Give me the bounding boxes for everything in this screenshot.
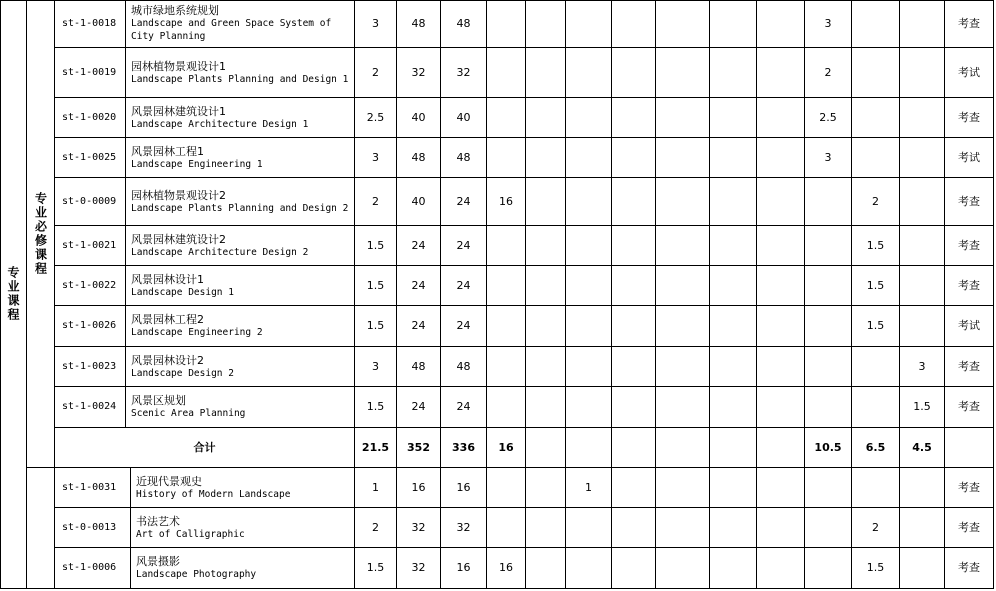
semester-cell bbox=[710, 306, 757, 347]
subtotal-label: 合计 bbox=[55, 428, 355, 468]
lecture-hours-cell: 24 bbox=[441, 387, 487, 428]
course-name bbox=[126, 266, 355, 306]
assessment-cell: 考查 bbox=[945, 347, 994, 387]
course-name-en: History of Modern Landscape bbox=[136, 488, 291, 500]
course-code: st-1-0026 bbox=[55, 306, 126, 347]
semester-cell bbox=[566, 48, 612, 98]
credit-cell: 1.5 bbox=[355, 548, 397, 589]
course-name-en: Landscape Engineering 1 bbox=[131, 158, 263, 170]
credit-cell: 2 bbox=[355, 178, 397, 226]
semester-cell bbox=[710, 266, 757, 306]
group-label-required: 专业必修课程 bbox=[27, 0, 55, 468]
semester-cell: 1.5 bbox=[852, 306, 900, 347]
semester-cell: 1.5 bbox=[900, 387, 945, 428]
semester-cell bbox=[566, 98, 612, 138]
lecture-hours-cell: 40 bbox=[441, 98, 487, 138]
course-name bbox=[126, 306, 355, 347]
semester-cell: 1.5 bbox=[852, 226, 900, 266]
semester-cell bbox=[710, 0, 757, 48]
semester-cell bbox=[757, 0, 805, 48]
subtotal-total-hours: 352 bbox=[397, 428, 441, 468]
semester-cell bbox=[612, 266, 656, 306]
semester-cell: 2 bbox=[852, 178, 900, 226]
total-hours-cell: 40 bbox=[397, 178, 441, 226]
semester-cell bbox=[710, 508, 757, 548]
semester-cell bbox=[900, 226, 945, 266]
lecture-hours-cell: 24 bbox=[441, 226, 487, 266]
assessment-cell: 考查 bbox=[945, 266, 994, 306]
assessment-cell: 考试 bbox=[945, 48, 994, 98]
total-hours-cell: 32 bbox=[397, 548, 441, 589]
total-hours-cell: 40 bbox=[397, 98, 441, 138]
practice-hours-cell bbox=[487, 347, 526, 387]
semester-cell bbox=[656, 98, 710, 138]
semester-cell: 2 bbox=[852, 508, 900, 548]
subtotal-semester-cell bbox=[566, 428, 612, 468]
course-name-cn: 风景园林工程1 bbox=[131, 144, 204, 158]
lecture-hours-cell: 32 bbox=[441, 508, 487, 548]
course-name bbox=[126, 226, 355, 266]
semester-cell: 2 bbox=[805, 48, 852, 98]
semester-cell bbox=[900, 48, 945, 98]
lecture-hours-cell: 16 bbox=[441, 548, 487, 589]
course-name-cn: 书法艺术 bbox=[136, 514, 180, 528]
subtotal-semester-cell bbox=[710, 428, 757, 468]
lecture-hours-cell: 24 bbox=[441, 266, 487, 306]
lecture-hours-cell: 24 bbox=[441, 178, 487, 226]
course-name bbox=[126, 138, 355, 178]
assessment-cell: 考查 bbox=[945, 178, 994, 226]
assessment-cell: 考查 bbox=[945, 226, 994, 266]
course-name-en: Landscape Design 1 bbox=[131, 286, 234, 298]
semester-cell bbox=[656, 347, 710, 387]
course-code: st-0-0009 bbox=[55, 178, 126, 226]
course-code: st-1-0022 bbox=[55, 266, 126, 306]
semester-cell bbox=[656, 226, 710, 266]
course-code: st-1-0006 bbox=[55, 548, 131, 589]
semester-cell bbox=[805, 347, 852, 387]
semester-cell bbox=[566, 306, 612, 347]
semester-cell bbox=[757, 138, 805, 178]
course-name-cn: 风景园林建筑设计2 bbox=[131, 232, 226, 246]
course-name bbox=[126, 0, 355, 48]
course-name bbox=[131, 468, 355, 508]
semester-cell bbox=[612, 387, 656, 428]
total-hours-cell: 48 bbox=[397, 138, 441, 178]
semester-cell bbox=[757, 266, 805, 306]
semester-cell bbox=[900, 178, 945, 226]
subtotal-assessment-cell bbox=[945, 428, 994, 468]
semester-cell bbox=[526, 468, 566, 508]
course-name-cn: 城市绿地系统规划 bbox=[131, 4, 219, 17]
course-name-en: Landscape Design 2 bbox=[131, 367, 234, 379]
semester-cell bbox=[757, 306, 805, 347]
course-code: st-1-0020 bbox=[55, 98, 126, 138]
semester-cell bbox=[656, 468, 710, 508]
semester-cell bbox=[612, 468, 656, 508]
subtotal-semester-cell: 6.5 bbox=[852, 428, 900, 468]
semester-cell bbox=[900, 0, 945, 48]
credit-cell: 1.5 bbox=[355, 387, 397, 428]
semester-cell bbox=[805, 226, 852, 266]
course-code: st-1-0031 bbox=[55, 468, 131, 508]
assessment-cell: 考试 bbox=[945, 306, 994, 347]
semester-cell bbox=[900, 138, 945, 178]
semester-cell bbox=[526, 178, 566, 226]
category-cell: 专业课程 bbox=[0, 0, 27, 589]
semester-cell bbox=[757, 178, 805, 226]
semester-cell bbox=[656, 387, 710, 428]
semester-cell bbox=[900, 548, 945, 589]
practice-hours-cell bbox=[487, 387, 526, 428]
semester-cell bbox=[566, 387, 612, 428]
group-label-elective bbox=[27, 468, 55, 589]
semester-cell bbox=[612, 347, 656, 387]
credit-cell: 2 bbox=[355, 508, 397, 548]
semester-cell bbox=[656, 266, 710, 306]
credit-cell: 1.5 bbox=[355, 266, 397, 306]
course-name bbox=[126, 48, 355, 98]
semester-cell: 1.5 bbox=[852, 266, 900, 306]
lecture-hours-cell: 16 bbox=[441, 468, 487, 508]
course-name-en: Art of Calligraphic bbox=[136, 528, 245, 540]
assessment-cell: 考试 bbox=[945, 138, 994, 178]
course-name-cn: 风景区规划 bbox=[131, 394, 186, 407]
semester-cell bbox=[805, 266, 852, 306]
practice-hours-cell: 16 bbox=[487, 548, 526, 589]
course-name-en: Landscape Photography bbox=[136, 569, 257, 580]
semester-cell bbox=[612, 138, 656, 178]
subtotal-practice-hours: 16 bbox=[487, 428, 526, 468]
semester-cell bbox=[757, 48, 805, 98]
total-hours-cell: 16 bbox=[397, 468, 441, 508]
course-name bbox=[126, 98, 355, 138]
semester-cell bbox=[566, 508, 612, 548]
semester-cell: 3 bbox=[805, 0, 852, 48]
semester-cell bbox=[710, 387, 757, 428]
semester-cell bbox=[526, 548, 566, 589]
practice-hours-cell bbox=[487, 306, 526, 347]
semester-cell bbox=[526, 138, 566, 178]
total-hours-cell: 24 bbox=[397, 226, 441, 266]
semester-cell bbox=[656, 0, 710, 48]
semester-cell bbox=[757, 508, 805, 548]
course-name-en: Landscape Architecture Design 2 bbox=[131, 246, 309, 258]
semester-cell bbox=[526, 98, 566, 138]
semester-cell bbox=[710, 138, 757, 178]
semester-cell bbox=[757, 387, 805, 428]
course-code: st-0-0013 bbox=[55, 508, 131, 548]
lecture-hours-cell: 48 bbox=[441, 347, 487, 387]
semester-cell bbox=[612, 178, 656, 226]
subtotal-semester-cell bbox=[612, 428, 656, 468]
course-name-cn: 风景园林设计1 bbox=[131, 272, 204, 286]
semester-cell bbox=[805, 306, 852, 347]
semester-cell bbox=[900, 468, 945, 508]
semester-cell bbox=[852, 468, 900, 508]
course-code: st-1-0021 bbox=[55, 226, 126, 266]
semester-cell bbox=[566, 226, 612, 266]
course-name-en: Landscape Plants Planning and Design 1 bbox=[131, 73, 349, 85]
credit-cell: 3 bbox=[355, 138, 397, 178]
course-name-en: Landscape Architecture Design 1 bbox=[131, 118, 309, 130]
practice-hours-cell bbox=[487, 266, 526, 306]
course-name-cn: 风景园林设计2 bbox=[131, 353, 204, 367]
semester-cell: 2.5 bbox=[805, 98, 852, 138]
semester-cell bbox=[656, 178, 710, 226]
semester-cell bbox=[710, 468, 757, 508]
semester-cell bbox=[612, 0, 656, 48]
semester-cell bbox=[526, 226, 566, 266]
credit-cell: 2.5 bbox=[355, 98, 397, 138]
semester-cell bbox=[852, 48, 900, 98]
semester-cell bbox=[710, 226, 757, 266]
total-hours-cell: 24 bbox=[397, 266, 441, 306]
subtotal-lecture-hours: 336 bbox=[441, 428, 487, 468]
semester-cell bbox=[900, 266, 945, 306]
semester-cell bbox=[710, 178, 757, 226]
semester-cell bbox=[757, 347, 805, 387]
semester-cell bbox=[852, 98, 900, 138]
course-name-cn: 园林植物景观设计1 bbox=[131, 59, 226, 73]
semester-cell bbox=[526, 347, 566, 387]
semester-cell bbox=[757, 468, 805, 508]
practice-hours-cell bbox=[487, 226, 526, 266]
subtotal-semester-cell bbox=[526, 428, 566, 468]
total-hours-cell: 48 bbox=[397, 0, 441, 48]
course-name-en: Landscape and Green Space System of City Planning bbox=[131, 18, 332, 42]
subtotal-credit: 21.5 bbox=[355, 428, 397, 468]
semester-cell bbox=[710, 548, 757, 589]
credit-cell: 1.5 bbox=[355, 306, 397, 347]
practice-hours-cell bbox=[487, 468, 526, 508]
course-name-en: Scenic Area Planning bbox=[131, 408, 246, 419]
semester-cell bbox=[710, 48, 757, 98]
assessment-cell: 考查 bbox=[945, 0, 994, 48]
semester-cell bbox=[852, 138, 900, 178]
course-code: st-1-0025 bbox=[55, 138, 126, 178]
semester-cell bbox=[566, 0, 612, 48]
assessment-cell: 考查 bbox=[945, 508, 994, 548]
lecture-hours-cell: 24 bbox=[441, 306, 487, 347]
semester-cell bbox=[656, 548, 710, 589]
credit-cell: 3 bbox=[355, 347, 397, 387]
semester-cell bbox=[566, 548, 612, 589]
semester-cell bbox=[656, 306, 710, 347]
practice-hours-cell: 16 bbox=[487, 178, 526, 226]
assessment-cell: 考查 bbox=[945, 98, 994, 138]
semester-cell bbox=[852, 0, 900, 48]
semester-cell bbox=[656, 48, 710, 98]
lecture-hours-cell: 48 bbox=[441, 0, 487, 48]
practice-hours-cell bbox=[487, 138, 526, 178]
lecture-hours-cell: 48 bbox=[441, 138, 487, 178]
semester-cell bbox=[526, 0, 566, 48]
semester-cell bbox=[566, 347, 612, 387]
total-hours-cell: 32 bbox=[397, 508, 441, 548]
total-hours-cell: 24 bbox=[397, 306, 441, 347]
total-hours-cell: 24 bbox=[397, 387, 441, 428]
total-hours-cell: 48 bbox=[397, 347, 441, 387]
practice-hours-cell bbox=[487, 508, 526, 548]
semester-cell bbox=[900, 306, 945, 347]
semester-cell bbox=[566, 138, 612, 178]
semester-cell bbox=[757, 226, 805, 266]
credit-cell: 1.5 bbox=[355, 226, 397, 266]
practice-hours-cell bbox=[487, 98, 526, 138]
semester-cell bbox=[612, 48, 656, 98]
semester-cell: 3 bbox=[900, 347, 945, 387]
assessment-cell: 考查 bbox=[945, 548, 994, 589]
semester-cell: 1.5 bbox=[852, 548, 900, 589]
course-name bbox=[131, 508, 355, 548]
course-name-cn: 风景摄影 bbox=[136, 555, 180, 568]
credit-cell: 2 bbox=[355, 48, 397, 98]
semester-cell bbox=[805, 548, 852, 589]
semester-cell bbox=[566, 266, 612, 306]
practice-hours-cell bbox=[487, 0, 526, 48]
course-name-en: Landscape Engineering 2 bbox=[131, 327, 263, 338]
subtotal-semester-cell bbox=[757, 428, 805, 468]
semester-cell bbox=[656, 508, 710, 548]
semester-cell bbox=[612, 226, 656, 266]
semester-cell bbox=[757, 98, 805, 138]
semester-cell bbox=[805, 178, 852, 226]
total-hours-cell: 32 bbox=[397, 48, 441, 98]
semester-cell bbox=[526, 387, 566, 428]
semester-cell bbox=[566, 178, 612, 226]
assessment-cell: 考查 bbox=[945, 468, 994, 508]
subtotal-semester-cell: 4.5 bbox=[900, 428, 945, 468]
credit-cell: 3 bbox=[355, 0, 397, 48]
semester-cell bbox=[612, 548, 656, 589]
credit-cell: 1 bbox=[355, 468, 397, 508]
semester-cell bbox=[526, 508, 566, 548]
course-code: st-1-0018 bbox=[55, 0, 126, 48]
course-code: st-1-0024 bbox=[55, 387, 126, 428]
course-name-cn: 风景园林建筑设计1 bbox=[131, 104, 226, 118]
semester-cell bbox=[526, 306, 566, 347]
semester-cell bbox=[526, 266, 566, 306]
semester-cell bbox=[612, 306, 656, 347]
semester-cell bbox=[900, 508, 945, 548]
course-name-cn: 近现代景观史 bbox=[136, 474, 202, 488]
semester-cell bbox=[757, 548, 805, 589]
course-code: st-1-0019 bbox=[55, 48, 126, 98]
semester-cell bbox=[900, 98, 945, 138]
semester-cell bbox=[805, 468, 852, 508]
course-name-en: Landscape Plants Planning and Design 2 bbox=[131, 202, 349, 214]
semester-cell: 3 bbox=[805, 138, 852, 178]
course-name bbox=[126, 387, 355, 428]
course-name bbox=[131, 548, 355, 589]
semester-cell bbox=[852, 347, 900, 387]
semester-cell bbox=[612, 508, 656, 548]
course-name-cn: 园林植物景观设计2 bbox=[131, 188, 226, 202]
assessment-cell: 考查 bbox=[945, 387, 994, 428]
course-name bbox=[126, 178, 355, 226]
course-code: st-1-0023 bbox=[55, 347, 126, 387]
lecture-hours-cell: 32 bbox=[441, 48, 487, 98]
subtotal-semester-cell bbox=[656, 428, 710, 468]
semester-cell bbox=[526, 48, 566, 98]
practice-hours-cell bbox=[487, 48, 526, 98]
semester-cell bbox=[710, 98, 757, 138]
semester-cell bbox=[612, 98, 656, 138]
subtotal-semester-cell: 10.5 bbox=[805, 428, 852, 468]
semester-cell bbox=[656, 138, 710, 178]
course-name-cn: 风景园林工程2 bbox=[131, 313, 204, 326]
course-name bbox=[126, 347, 355, 387]
semester-cell bbox=[710, 347, 757, 387]
semester-cell bbox=[805, 508, 852, 548]
semester-cell: 1 bbox=[566, 468, 612, 508]
semester-cell bbox=[805, 387, 852, 428]
semester-cell bbox=[852, 387, 900, 428]
